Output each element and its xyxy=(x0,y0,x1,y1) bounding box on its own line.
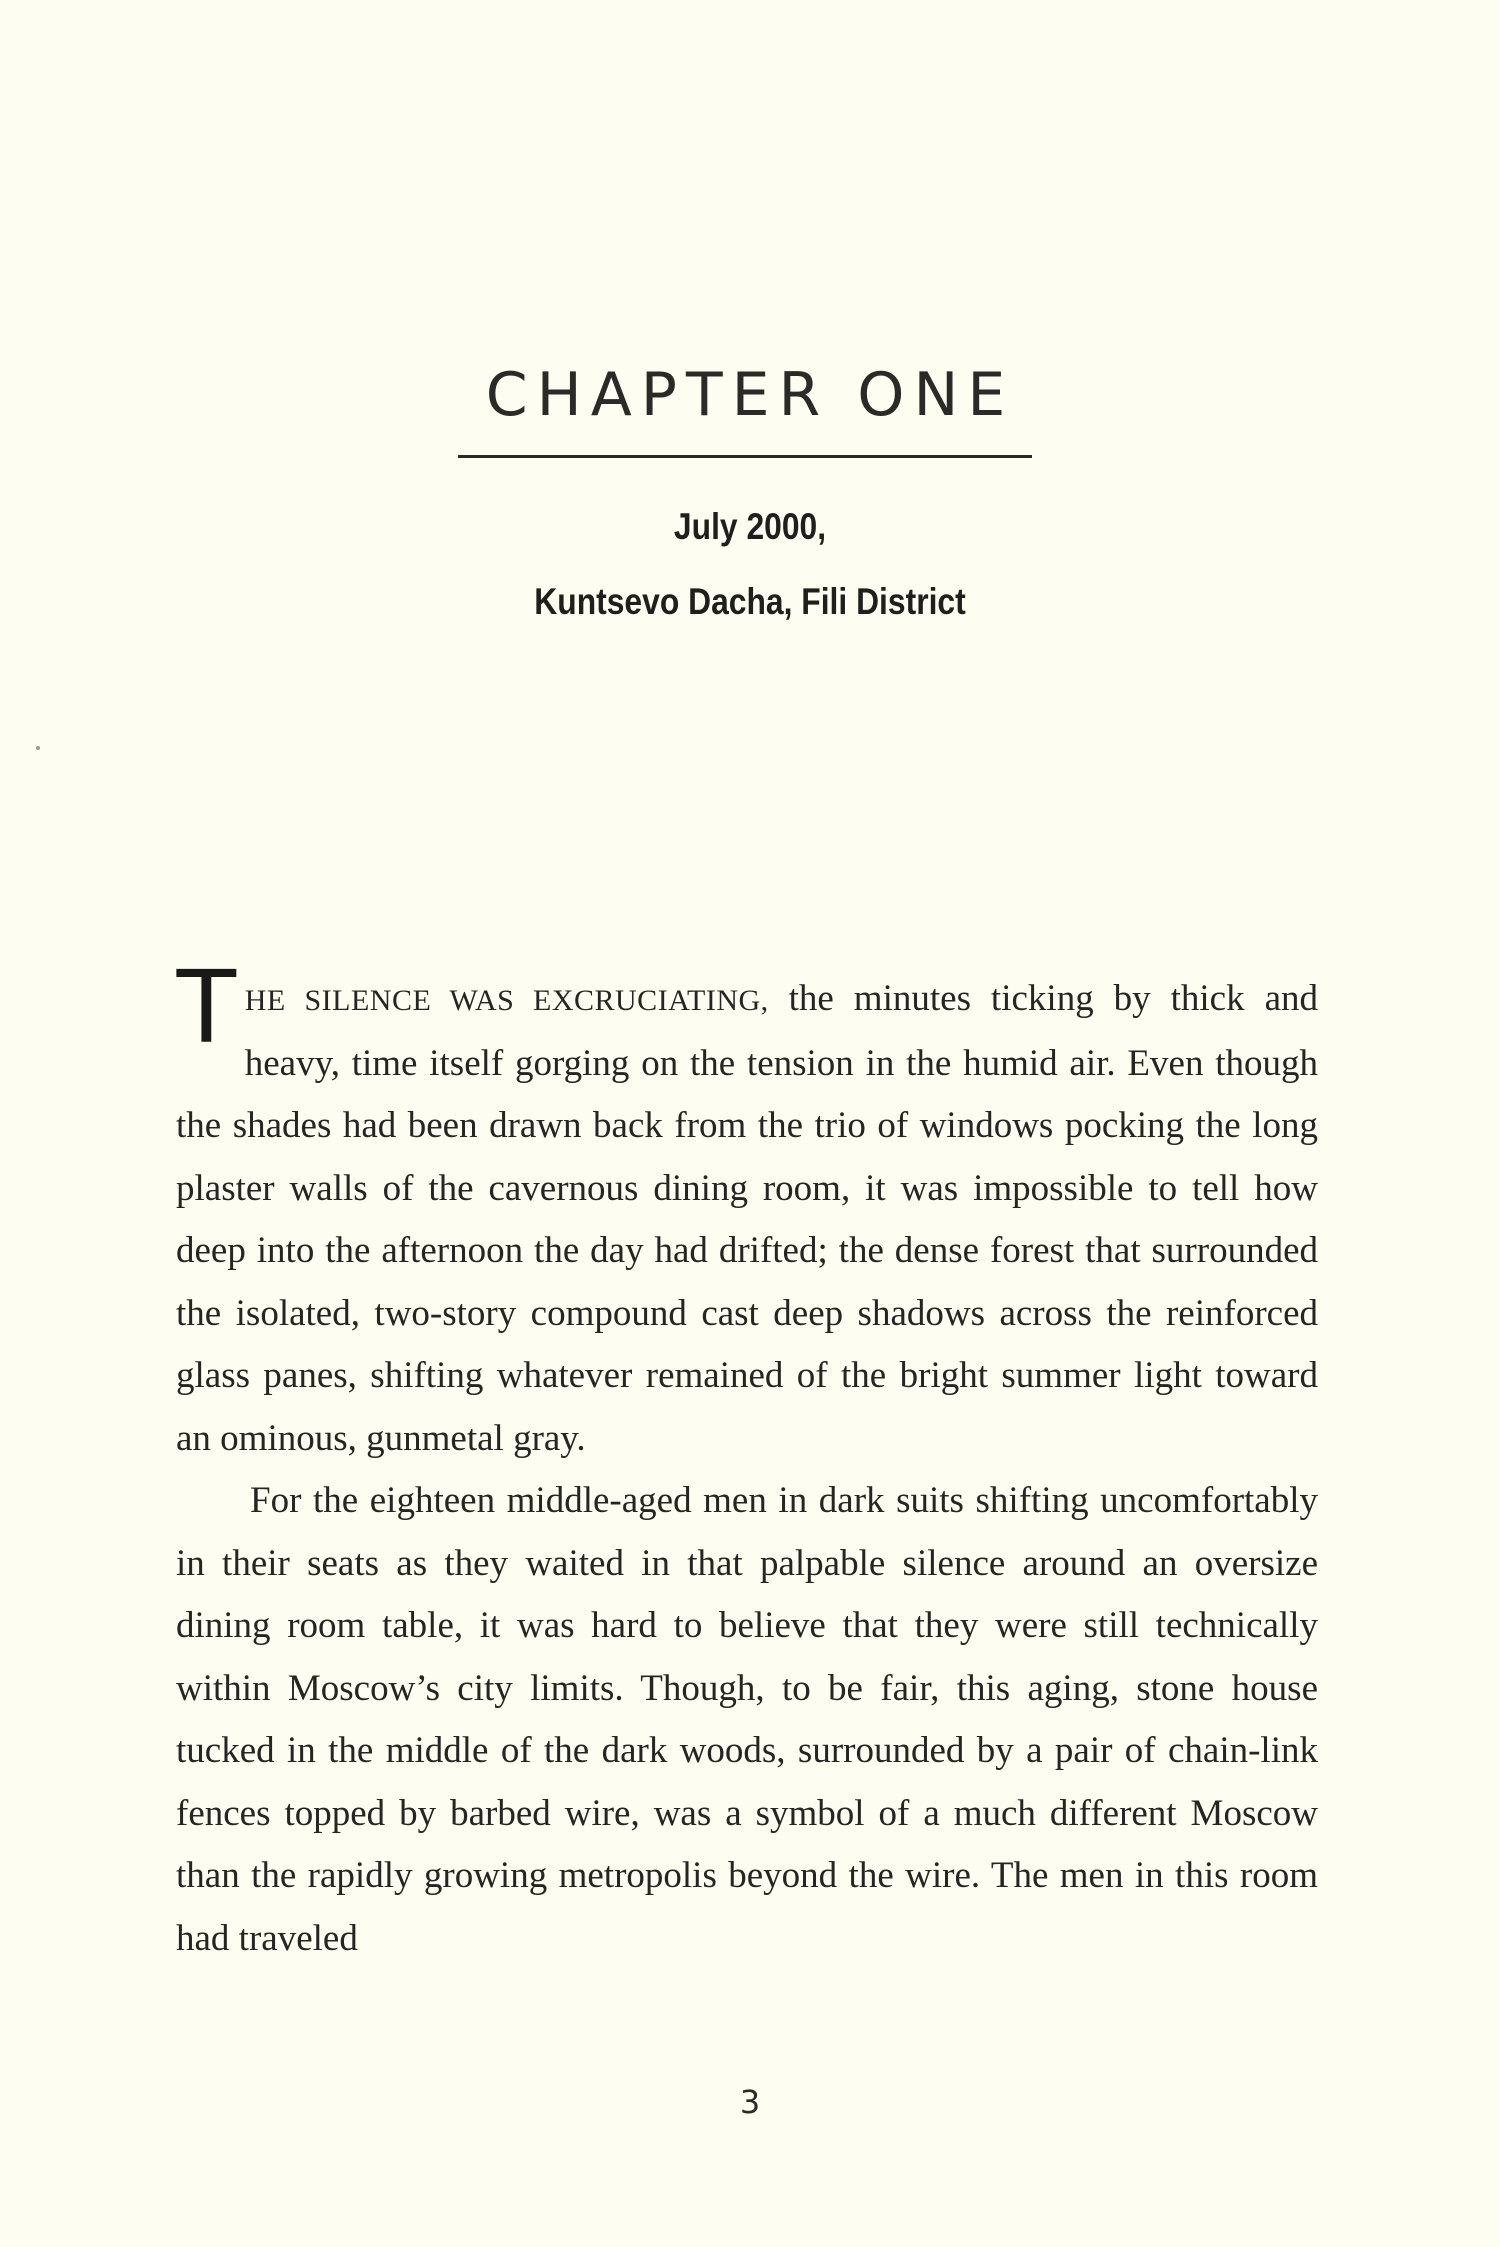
paragraph-2: For the eighteen middle-aged men in dark suits shifting uncomfortably in their seats as they waited in that palpable silence around an oversize dining room table, it was hard to believe that they were still technically within Moscow’s city limits. Though, to be fair, this aging, stone house tucked in the middle of the dark woods, surrounded by a pair of chain-link fences topped by barbed wire, was a symbol of a much different Moscow than the rapidly growing metropolis beyond the wire. The men in this room had traveled xyxy=(176,1480,1318,1959)
paragraph-1 xyxy=(174,947,1318,1470)
paragraph-1-text: the minutes ticking by thick and heavy, time itself gorging on the tension in the humid air. Even though the shades had been drawn back from the trio of windows pocking the long plaster walls of the cavernous dining room, it was impossible to tell how deep into the afternoon the day had drifted; the dense forest that surrounded the isolated, two-story compound cast deep shadows across the reinforced glass panes, shifting whatever remained of the bright summer light toward an ominous, gunmetal gray. xyxy=(176,978,1318,1459)
scan-speck xyxy=(36,746,40,750)
body-text xyxy=(174,947,1318,1970)
page-number: 3 xyxy=(739,2083,761,2121)
chapter-location: Kuntsevo Dacha, Fili District xyxy=(534,581,966,622)
chapter-date: July 2000, xyxy=(673,506,827,547)
drop-cap: T xyxy=(174,947,239,1065)
chapter-heading: CHAPTER ONE xyxy=(485,360,1015,430)
lead-in: HE SILENCE WAS EXCRUCIATING, xyxy=(244,984,769,1017)
chapter-rule xyxy=(458,455,1032,458)
